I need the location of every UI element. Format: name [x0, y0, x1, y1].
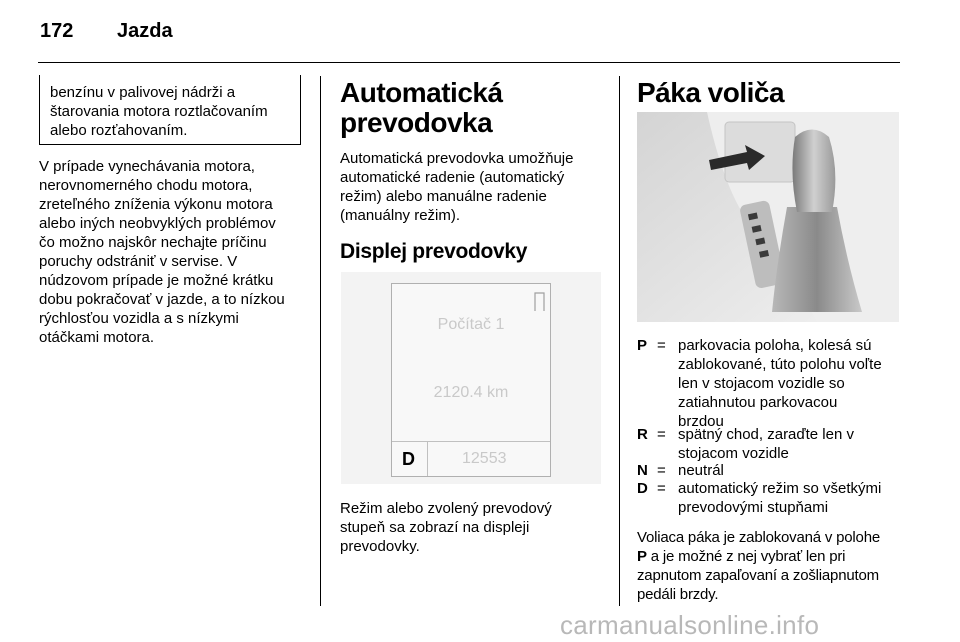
definition-p — [637, 336, 907, 431]
text-line: Voliaca páka je zablokovaná v polohe — [637, 529, 880, 546]
text-line — [637, 547, 907, 566]
text-line: brzdou — [678, 413, 724, 430]
definition-key: P — [637, 337, 648, 354]
text-line: pedáli brzdy. — [637, 586, 719, 603]
text-line: parkovacia poloha, kolesá sú — [678, 337, 872, 354]
text-line: automatický režim so všetkými — [678, 480, 882, 497]
gear-lever-image — [637, 112, 899, 322]
definition-value — [678, 336, 908, 431]
text-line: alebo iných neobvyklých problémov — [39, 215, 276, 232]
text-line: nerovnomerného chodu motora, — [39, 177, 253, 194]
definition-value — [678, 425, 908, 463]
definition-equals: = — [657, 337, 666, 354]
definition-equals: = — [657, 480, 666, 497]
definition-d — [637, 479, 907, 517]
definition-key: R — [637, 426, 648, 443]
text-line: V prípade vynechávania motora, — [39, 158, 255, 175]
text-line: Automatická prevodovka umožňuje — [340, 150, 574, 167]
display-divider — [392, 441, 550, 442]
definition-key: D — [637, 480, 648, 497]
lever-lock-paragraph — [637, 528, 907, 604]
text-line: otáčkami motora. — [39, 329, 155, 346]
text-line: čo možno najskôr nechajte príčinu — [39, 234, 267, 251]
display-distance: 2120.4 km — [433, 384, 509, 401]
intro-paragraph — [340, 149, 610, 225]
text-line: neutrál — [678, 462, 724, 479]
section-heading — [340, 78, 503, 138]
watermark-text: carmanualsonline.info — [560, 610, 820, 640]
heading-line: Automatická — [340, 77, 503, 108]
text-line: Režim alebo zvolený prevodový — [340, 500, 552, 517]
column-divider-2 — [619, 76, 620, 606]
text-line: núdzovom prípade je možné krátku — [39, 272, 274, 289]
transmission-display — [391, 283, 551, 477]
text-line: prevodovky. — [340, 538, 420, 555]
display-title: Počítač 1 — [437, 316, 505, 333]
text-line: automatické radenie (automatický — [340, 169, 565, 186]
text-line: alebo rozťahovaním. — [50, 122, 188, 139]
chapter-title: Jazda — [117, 20, 173, 42]
text-line: stojacom vozidle — [678, 445, 789, 462]
text-fragment: a je možné z nej vybrať len pri — [650, 548, 846, 565]
text-line: spätný chod, zaraďte len v — [678, 426, 854, 443]
display-gear-indicator: D — [402, 449, 415, 469]
text-line: rýchlosťou vozidla a s nízkymi — [39, 310, 239, 327]
text-line: benzínu v palivovej nádrži a — [50, 84, 236, 101]
definition-equals: = — [657, 462, 666, 479]
column-divider-1 — [320, 76, 321, 606]
header-rule — [38, 62, 900, 63]
display-caption — [340, 499, 610, 556]
text-line: prevodovými stupňami — [678, 499, 829, 516]
heading-line: prevodovka — [340, 107, 493, 138]
text-line: zreteľného zníženia výkonu motora — [39, 196, 273, 213]
text-line: poruchy odstrániť v servise. V — [39, 253, 238, 270]
subheading-display: Displej prevodovky — [340, 240, 528, 263]
definition-r — [637, 425, 907, 463]
definition-equals: = — [657, 426, 666, 443]
text-line: dobu pokračovať v jazde, a to nízkou — [39, 291, 285, 308]
definition-value — [678, 479, 908, 517]
text-line: stupeň sa zobrazí na displeji — [340, 519, 530, 536]
page-number-icon — [534, 292, 545, 312]
gear-lever-photo — [637, 112, 899, 322]
text-line: zapnutom zapaľovaní a zošliapnutom — [637, 567, 879, 584]
selector-lever-heading: Páka voliča — [637, 77, 785, 108]
text-line: (manuálny režim). — [340, 207, 461, 224]
text-line: režim) alebo manuálne radenie — [340, 188, 547, 205]
bold-position-p: P — [637, 548, 647, 565]
page-number: 172 — [40, 20, 74, 42]
engine-fault-paragraph — [39, 157, 314, 347]
text-line: len v stojacom vozidle so — [678, 375, 845, 392]
display-divider-vertical — [427, 441, 428, 476]
text-line: štarovania motora roztlačovaním — [50, 103, 268, 120]
definition-value — [678, 461, 908, 480]
warning-box-continued — [39, 75, 301, 145]
display-code: 12553 — [462, 450, 507, 467]
definition-key: N — [637, 462, 648, 479]
text-line: zablokované, túto polohu voľte — [678, 356, 882, 373]
definition-n — [637, 461, 907, 480]
text-line: zatiahnutou parkovacou — [678, 394, 838, 411]
